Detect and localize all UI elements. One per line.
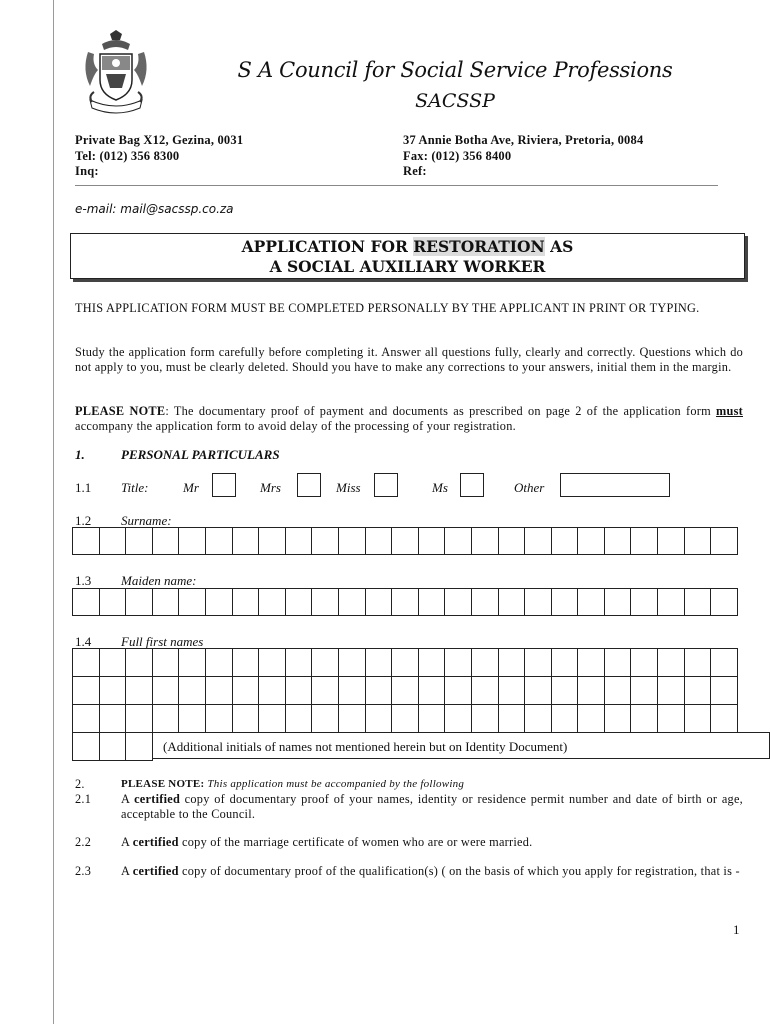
grid-cell[interactable] xyxy=(205,589,232,616)
grid-cell[interactable] xyxy=(684,649,711,677)
grid-cell[interactable] xyxy=(205,705,232,733)
intro-paragraph-1: THIS APPLICATION FORM MUST BE COMPLETED PERSONALLY BY THE APPLICANT IN PRINT OR TYPING. xyxy=(75,301,700,315)
grid-cell[interactable] xyxy=(498,705,525,733)
grid-cell[interactable] xyxy=(338,649,365,677)
title-ms-checkbox[interactable] xyxy=(460,473,484,497)
q14-number: 1.4 xyxy=(75,634,92,649)
grid-cell[interactable] xyxy=(471,677,498,705)
grid-cell[interactable] xyxy=(658,649,685,677)
grid-cell[interactable] xyxy=(578,589,605,616)
item-2-1-number: 2.1 xyxy=(75,792,92,806)
grid-cell[interactable] xyxy=(126,528,153,555)
form-title-line-2: A SOCIAL AUXILIARY WORKER xyxy=(269,257,546,276)
grid-cell[interactable] xyxy=(631,589,658,616)
form-title-box xyxy=(70,233,745,279)
grid-cell[interactable] xyxy=(205,649,232,677)
grid-cell[interactable] xyxy=(684,528,711,555)
grid-cell[interactable] xyxy=(578,705,605,733)
grid-cell[interactable] xyxy=(152,705,179,733)
grid-cell[interactable] xyxy=(445,589,472,616)
item-2-3-text xyxy=(121,864,743,879)
grid-cell[interactable] xyxy=(498,589,525,616)
grid-cell[interactable] xyxy=(471,649,498,677)
grid-cell[interactable] xyxy=(73,705,100,733)
street-address: 37 Annie Botha Ave, Riviera, Pretoria, 0084 xyxy=(403,133,644,147)
item-text: copy of documentary proof of the qualification(s) ( on the basis of which you apply for registration, that is - xyxy=(178,864,740,878)
grid-cell[interactable] xyxy=(232,649,259,677)
grid-cell[interactable] xyxy=(312,677,339,705)
grid-cell[interactable] xyxy=(179,528,206,555)
must-emphasis: must xyxy=(716,404,743,418)
grid-row xyxy=(73,649,738,677)
grid-cell[interactable] xyxy=(365,649,392,677)
title-highlight: RESTORATION xyxy=(413,237,545,256)
grid-cell[interactable] xyxy=(152,649,179,677)
header-divider xyxy=(75,185,718,186)
grid-cell[interactable] xyxy=(498,649,525,677)
grid-cell[interactable] xyxy=(259,589,286,616)
first-names-grid[interactable] xyxy=(72,648,738,733)
q11-number: 1.1 xyxy=(75,480,92,495)
grid-cell[interactable] xyxy=(658,705,685,733)
grid-cell[interactable] xyxy=(285,589,312,616)
grid-cell[interactable] xyxy=(338,589,365,616)
grid-cell[interactable] xyxy=(126,733,153,761)
section-1-heading: PERSONAL PARTICULARS xyxy=(121,447,280,462)
organisation-abbreviation: SACSSP xyxy=(415,90,495,112)
grid-cell[interactable] xyxy=(604,649,631,677)
grid-cell[interactable] xyxy=(126,705,153,733)
grid-cell[interactable] xyxy=(179,649,206,677)
grid-cell[interactable] xyxy=(418,528,445,555)
grid-row xyxy=(73,677,738,705)
grid-cell[interactable] xyxy=(604,705,631,733)
grid-cell[interactable] xyxy=(73,589,100,616)
grid-cell[interactable] xyxy=(418,649,445,677)
grid-cell[interactable] xyxy=(604,528,631,555)
grid-cell[interactable] xyxy=(312,589,339,616)
grid-cell[interactable] xyxy=(578,528,605,555)
grid-cell[interactable] xyxy=(445,649,472,677)
grid-cell[interactable] xyxy=(498,528,525,555)
council-crest-logo xyxy=(80,30,152,120)
additional-initials-note: (Additional initials of names not mentioned herein but on Identity Document) xyxy=(153,732,770,759)
grid-cell[interactable] xyxy=(73,677,100,705)
address-left xyxy=(75,133,243,180)
grid-cell[interactable] xyxy=(99,589,126,616)
grid-cell[interactable] xyxy=(259,705,286,733)
surname-label: Surname: xyxy=(121,513,172,528)
grid-cell[interactable] xyxy=(551,705,578,733)
grid-cell[interactable] xyxy=(152,589,179,616)
form-title-line-1 xyxy=(71,237,744,256)
grid-cell[interactable] xyxy=(711,705,738,733)
grid-cell[interactable] xyxy=(631,528,658,555)
grid-cell[interactable] xyxy=(232,589,259,616)
grid-cell[interactable] xyxy=(365,589,392,616)
grid-cell[interactable] xyxy=(232,705,259,733)
grid-cell[interactable] xyxy=(285,677,312,705)
grid-cell[interactable] xyxy=(604,589,631,616)
item-2-3-number: 2.3 xyxy=(75,864,92,878)
section-2-note xyxy=(121,777,464,792)
q12-number: 1.2 xyxy=(75,513,92,528)
grid-cell[interactable] xyxy=(658,528,685,555)
grid-cell[interactable] xyxy=(525,677,552,705)
grid-cell[interactable] xyxy=(445,528,472,555)
grid-cell[interactable] xyxy=(365,528,392,555)
grid-cell[interactable] xyxy=(73,733,100,761)
grid-cell[interactable] xyxy=(259,649,286,677)
item-2-2-text xyxy=(121,835,743,850)
page-number: 1 xyxy=(733,922,740,937)
email-address: e-mail: mail@sacssp.co.za xyxy=(75,202,234,216)
item-text: A xyxy=(121,864,133,878)
grid-row xyxy=(73,528,738,555)
title-other-field[interactable] xyxy=(560,473,670,497)
grid-cell[interactable] xyxy=(578,649,605,677)
address-right xyxy=(403,133,643,180)
title-option-miss-label: Miss xyxy=(336,480,361,495)
grid-cell[interactable] xyxy=(392,677,419,705)
margin-line xyxy=(53,0,54,1024)
grid-cell[interactable] xyxy=(73,649,100,677)
grid-cell[interactable] xyxy=(232,677,259,705)
note-text-a: : The documentary proof of payment and documents as prescribed on page 2 of the application form xyxy=(165,404,717,418)
item-bold: certified xyxy=(134,792,181,806)
grid-cell[interactable] xyxy=(179,589,206,616)
grid-cell[interactable] xyxy=(312,649,339,677)
grid-cell[interactable] xyxy=(711,589,738,616)
section-2-note-text: This application must be accompanied by the following xyxy=(207,778,465,790)
grid-cell[interactable] xyxy=(604,677,631,705)
first-names-label: Full first names xyxy=(121,634,204,649)
grid-cell[interactable] xyxy=(445,677,472,705)
grid-cell[interactable] xyxy=(658,589,685,616)
grid-cell[interactable] xyxy=(392,589,419,616)
note-text-b: accompany the application form to avoid delay of the processing of your registration. xyxy=(75,418,516,433)
grid-cell[interactable] xyxy=(285,705,312,733)
surname-grid[interactable] xyxy=(72,527,738,555)
maiden-name-grid[interactable] xyxy=(72,588,738,616)
telephone: Tel: (012) 356 8300 xyxy=(75,148,180,163)
grid-row xyxy=(73,733,153,761)
grid-cell[interactable] xyxy=(205,677,232,705)
item-bold: certified xyxy=(132,835,179,849)
title-pre: APPLICATION FOR xyxy=(241,237,414,256)
grid-cell[interactable] xyxy=(471,528,498,555)
grid-cell[interactable] xyxy=(711,649,738,677)
grid-cell[interactable] xyxy=(126,677,153,705)
maiden-name-label: Maiden name: xyxy=(121,573,197,588)
grid-cell[interactable] xyxy=(684,705,711,733)
grid-cell[interactable] xyxy=(126,649,153,677)
grid-row xyxy=(73,705,738,733)
grid-cell[interactable] xyxy=(338,528,365,555)
grid-cell[interactable] xyxy=(445,705,472,733)
grid-cell[interactable] xyxy=(418,677,445,705)
grid-cell[interactable] xyxy=(259,528,286,555)
grid-cell[interactable] xyxy=(551,649,578,677)
grid-cell[interactable] xyxy=(525,649,552,677)
grid-row xyxy=(73,589,738,616)
grid-cell[interactable] xyxy=(285,528,312,555)
grid-cell[interactable] xyxy=(525,705,552,733)
item-bold: certified xyxy=(132,864,179,878)
organisation-name: S A Council for Social Service Professions xyxy=(237,58,673,82)
grid-cell[interactable] xyxy=(338,705,365,733)
grid-cell[interactable] xyxy=(684,589,711,616)
grid-cell[interactable] xyxy=(99,528,126,555)
grid-cell[interactable] xyxy=(471,705,498,733)
grid-cell[interactable] xyxy=(365,677,392,705)
grid-cell[interactable] xyxy=(99,649,126,677)
grid-cell[interactable] xyxy=(631,677,658,705)
item-2-2-number: 2.2 xyxy=(75,835,92,849)
intro-paragraph-2: Study the application form carefully before completing it. Answer all questions fully, clearly and correctly. Questions which do not apply to you, must be clearly deleted. Should you have to make any corrections to your answers, initial them in the margin. xyxy=(75,345,743,374)
section-1-number: 1. xyxy=(75,447,85,462)
grid-cell[interactable] xyxy=(711,528,738,555)
grid-cell[interactable] xyxy=(631,705,658,733)
grid-cell[interactable] xyxy=(392,528,419,555)
item-2-1-text xyxy=(121,792,743,821)
title-mr-checkbox[interactable] xyxy=(212,473,236,497)
item-text: A xyxy=(121,835,133,849)
title-option-ms-label: Ms xyxy=(432,480,448,495)
title-option-other-label: Other xyxy=(514,480,545,495)
grid-cell[interactable] xyxy=(392,705,419,733)
title-option-mrs-label: Mrs xyxy=(260,480,281,495)
grid-cell[interactable] xyxy=(578,677,605,705)
grid-cell[interactable] xyxy=(312,705,339,733)
section-2-note-label: PLEASE NOTE: xyxy=(121,778,205,790)
grid-cell[interactable] xyxy=(418,589,445,616)
grid-cell[interactable] xyxy=(551,528,578,555)
grid-cell[interactable] xyxy=(658,677,685,705)
grid-cell[interactable] xyxy=(205,528,232,555)
item-text: copy of the marriage certificate of women who are or were married. xyxy=(178,835,533,849)
title-mrs-checkbox[interactable] xyxy=(297,473,321,497)
grid-cell[interactable] xyxy=(285,649,312,677)
grid-cell[interactable] xyxy=(99,705,126,733)
grid-cell[interactable] xyxy=(418,705,445,733)
grid-cell[interactable] xyxy=(179,705,206,733)
grid-cell[interactable] xyxy=(392,649,419,677)
initials-grid[interactable] xyxy=(72,732,153,761)
grid-cell[interactable] xyxy=(551,589,578,616)
title-miss-checkbox[interactable] xyxy=(374,473,398,497)
grid-cell[interactable] xyxy=(152,528,179,555)
grid-cell[interactable] xyxy=(338,677,365,705)
grid-cell[interactable] xyxy=(312,528,339,555)
item-text: copy of documentary proof of your names, identity or residence permit number and date of birth or age, acceptable to the Council. xyxy=(121,792,743,821)
q13-number: 1.3 xyxy=(75,573,92,588)
grid-cell[interactable] xyxy=(179,677,206,705)
grid-cell[interactable] xyxy=(152,677,179,705)
please-note-label: PLEASE NOTE xyxy=(75,404,166,418)
grid-cell[interactable] xyxy=(471,589,498,616)
grid-cell[interactable] xyxy=(711,677,738,705)
grid-cell[interactable] xyxy=(551,677,578,705)
postal-address: Private Bag X12, Gezina, 0031 xyxy=(75,133,244,147)
grid-cell[interactable] xyxy=(126,589,153,616)
grid-cell[interactable] xyxy=(525,589,552,616)
title-option-mr-label: Mr xyxy=(183,480,199,495)
grid-cell[interactable] xyxy=(498,677,525,705)
grid-cell[interactable] xyxy=(99,677,126,705)
title-post: AS xyxy=(544,237,574,256)
grid-cell[interactable] xyxy=(684,677,711,705)
grid-cell[interactable] xyxy=(232,528,259,555)
intro-paragraph-3 xyxy=(75,404,743,433)
inquiry: Inq: xyxy=(75,164,99,178)
grid-cell[interactable] xyxy=(525,528,552,555)
grid-cell[interactable] xyxy=(73,528,100,555)
reference: Ref: xyxy=(403,164,427,178)
grid-cell[interactable] xyxy=(365,705,392,733)
section-2-number: 2. xyxy=(75,777,85,791)
grid-cell[interactable] xyxy=(259,677,286,705)
item-text: A xyxy=(121,792,135,806)
grid-cell[interactable] xyxy=(631,649,658,677)
title-label: Title: xyxy=(121,480,149,495)
grid-cell[interactable] xyxy=(99,733,126,761)
fax: Fax: (012) 356 8400 xyxy=(403,148,512,163)
